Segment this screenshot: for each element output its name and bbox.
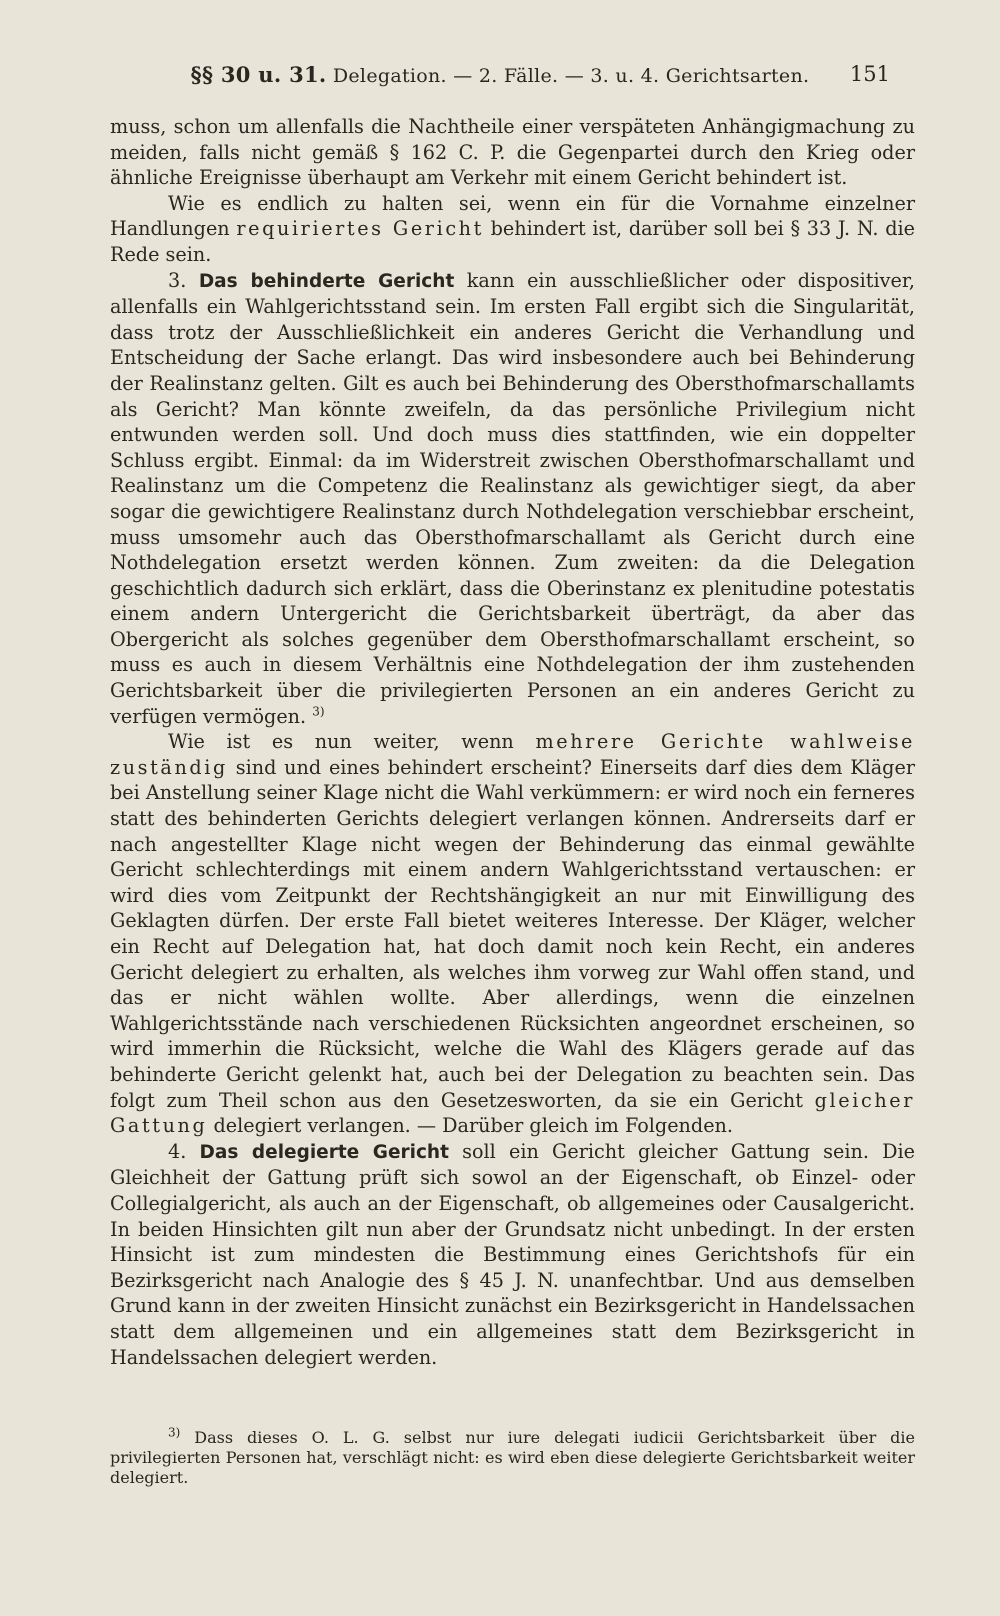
paragraph-4-text-a: Wie ist es nun weiter, wenn bbox=[168, 730, 514, 754]
paragraph-5-text: soll ein Gericht gleicher Gattung sein. Die Gleichheit der Gattung prüft sich sowol an der Eigenschaft, ob Einzel- oder Collegialgericht, als auch an der Eigenschaft, ob allgemeines oder Causalgericht. In beiden Hinsichten gilt nun aber der Grundsatz nicht unbedingt. In der ersten Hinsicht ist zum mindesten die Bestimmung eines Gerichtshofs für ein Bezirksgericht nach Analogie des § 45 J. N. unanfechtbar. Und aus demselben Grund kann in der zweiten Hinsicht zunächst ein Bezirksgericht in Handelssachen statt dem allgemeinen und ein allgemeines statt dem Bezirksgericht in Handelssachen delegiert werden. bbox=[110, 1139, 916, 1369]
footnote-reference: 3) bbox=[312, 704, 325, 719]
paragraph-4 bbox=[110, 729, 915, 1139]
footnote-reference-number: 3 bbox=[312, 704, 320, 719]
paragraph-2 bbox=[110, 191, 915, 268]
footnote-marker-number: 3 bbox=[168, 1425, 176, 1440]
section-reference: §§ 30 u. 31. bbox=[190, 62, 327, 87]
paragraph-5-number: 4. bbox=[168, 1139, 187, 1163]
footnote-marker: 3) bbox=[168, 1425, 181, 1440]
page-header bbox=[110, 62, 890, 92]
paragraph-3 bbox=[110, 268, 915, 730]
paragraph-2-text-b: behindert ist, darüber soll bei § 33 J. N. die Rede sein. bbox=[110, 217, 915, 266]
paragraph-4-text-b: sind und eines behindert erscheint? Einerseits darf dies dem Kläger bei Anstellung seiner Klage nicht die Wahl verkümmern: er wird noch ein ferneres statt des behinderten Gerichts delegiert verlangen können. Andrerseits darf er nach angestellter Klage nicht wegen der Behinderung das einmal gewählte Gericht schlechterdings mit einem andern Wahlgerichtsstand vertauschen: er wird dies vom Zeitpunkt der Rechtshängigkeit an nur mit Einwilligung des Geklagten dürfen. Der erste Fall bietet weiteres Interesse. Der Kläger, welcher ein Recht auf Delegation hat, hat doch damit noch kein Recht, ein anderes Gericht delegiert zu erhalten, als welches ihm vorweg zur Wahl offen stand, und das er nicht wählen wollte. Aber allerdings, wenn die einzelnen Wahlgerichtsstände nach verschiedenen Rücksichten angeordnet erscheinen, so wird immerhin die Rücksicht, welche die Wahl des Klägers gerade auf das behinderte Gericht gelenkt hat, auch bei der Delegation zu beachten sein. Das folgt zum Theil schon aus den Gesetzesworten, da sie ein Gericht bbox=[110, 755, 915, 1112]
paragraph-1 bbox=[110, 114, 915, 191]
paragraph-3-heading: Das behinderte Gericht bbox=[198, 270, 455, 292]
paragraph-5 bbox=[110, 1139, 915, 1370]
paragraph-2-emphasis: requiriertes Gericht bbox=[236, 217, 484, 241]
paragraph-1-text: muss, schon um allenfalls die Nachtheile einer verspäteten Anhängigmachung zu meiden, falls nicht gemäß § 162 C. P. die Gegenpartei durch den Krieg oder ähnliche Ereignisse überhaupt am Verkehr mit einem Gericht behindert ist. bbox=[110, 115, 915, 190]
page-number: 151 bbox=[849, 62, 890, 86]
paragraph-4-text-c: delegiert verlangen. — Darüber gleich im Folgenden. bbox=[213, 1114, 734, 1138]
running-head bbox=[110, 62, 890, 87]
paragraph-3-text: kann ein ausschließlicher oder dispositiver, allenfalls ein Wahlgerichtsstand sein. Im ersten Fall ergibt sich die Singularität, dass trotz der Ausschließlichkeit ein anderes Gericht die Verhandlung und Entscheidung der Sache erlangt. Das wird insbesondere auch bei Behinderung der Realinstanz gelten. Gilt es auch bei Behinderung des Obersthofmarschallamts als Gericht? Man könnte zweifeln, da das persönliche Privilegium nicht entwunden werden soll. Und doch muss dies stattfinden, wie ein doppelter Schluss ergibt. Einmal: da im Widerstreit zwischen Obersthofmarschallamt und Realinstanz um die Competenz die Realinstanz als gewichtiger siegt, da aber sogar die gewichtigere Realinstanz durch Nothdelegation verschiebbar erscheint, muss umsomehr auch das Obersthofmarschallamt als Gericht durch eine Nothdelegation ersetzt werden können. Zum zweiten: da die Delegation geschichtlich dadurch sich erklärt, dass die Oberinstanz ex plenitudine potestatis einem andern Untergericht die Gerichtsbarkeit überträgt, da aber das Obergericht als solches gegenüber dem Obersthofmarschallamt erscheint, so muss es auch in diesem Verhältnis eine Nothdelegation der ihm zustehenden Gerichtsbarkeit über die privilegierten Personen an ein anderes Gericht zu verfügen vermögen. bbox=[110, 268, 915, 728]
paragraph-4-emphasis: mehrere Gerichte wahlweise zuständig bbox=[110, 730, 915, 779]
footnote bbox=[110, 1425, 915, 1488]
paragraph-4-emphasis-2: gleicher Gattung bbox=[110, 1088, 915, 1138]
paragraph-3-number: 3. bbox=[168, 268, 187, 292]
header-topics: Delegation. — 2. Fälle. — 3. u. 4. Gerichtsarten. bbox=[332, 65, 810, 87]
paragraph-5-heading: Das delegierte Gericht bbox=[199, 1141, 449, 1163]
paragraph-2-text-a: Wie es endlich zu halten sei, wenn ein für die Vornahme einzelner Handlungen bbox=[110, 191, 915, 241]
footnote-text: Dass dieses O. L. G. selbst nur iure delegati iudicii Gerichtsbarkeit über die privilegierten Personen hat, verschlägt nicht: es wird eben diese delegierte Gerichtsbarkeit weiter delegiert. bbox=[110, 1428, 915, 1487]
body-text bbox=[110, 114, 915, 1370]
